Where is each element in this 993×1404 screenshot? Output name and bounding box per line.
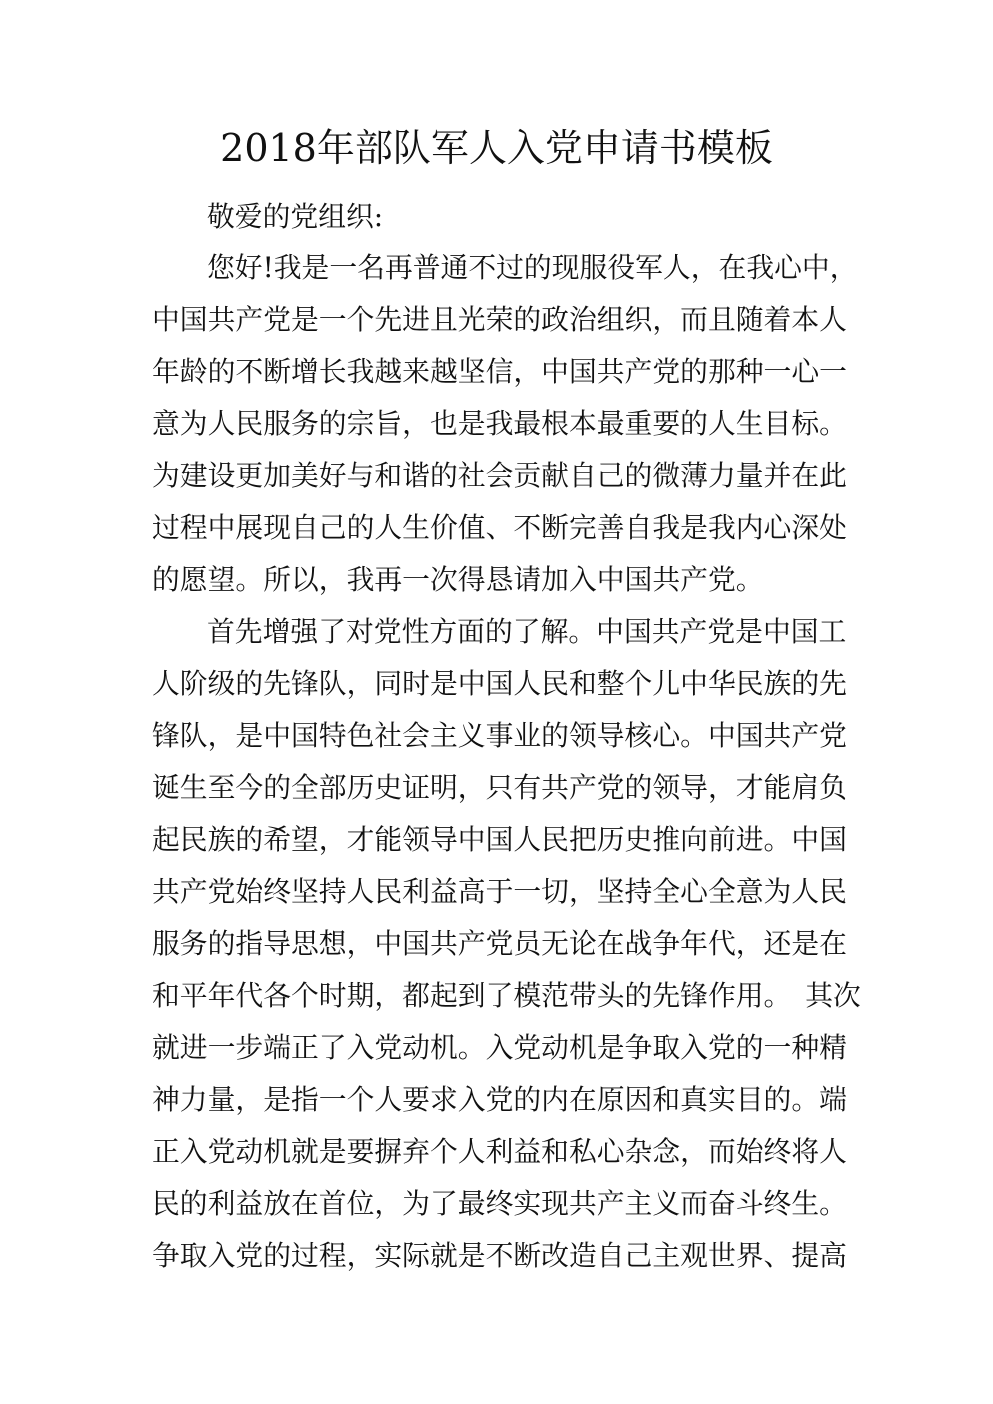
body-line: 诞生至今的全部历史证明，只有共产党的领导，才能肩负 <box>152 771 847 804</box>
salutation: 敬爱的党组织: <box>207 200 384 233</box>
body-line: 起民族的希望，才能领导中国人民把历史推向前进。中国 <box>152 823 847 856</box>
body-line: 民的利益放在首位，为了最终实现共产主义而奋斗终生。 <box>152 1187 847 1220</box>
body-line: 的愿望。所以，我再一次得恳请加入中国共产党。 <box>152 563 764 596</box>
body-line: 争取入党的过程，实际就是不断改造自己主观世界、提高 <box>152 1239 847 1272</box>
body-line: 就进一步端正了入党动机。入党动机是争取入党的一种精 <box>152 1031 847 1064</box>
body-line: 中国共产党是一个先进且光荣的政治组织，而且随着本人 <box>152 303 847 336</box>
body-line: 过程中展现自己的人生价值、不断完善自我是我内心深处 <box>152 511 847 544</box>
body-line: 神力量，是指一个人要求入党的内在原因和真实目的。端 <box>152 1083 847 1116</box>
body-line: 您好!我是一名再普通不过的现服役军人，在我心中， <box>207 251 858 284</box>
document-title: 2018年部队军人入党申请书模板 <box>220 126 773 170</box>
body-line: 年龄的不断增长我越来越坚信，中国共产党的那种一心一 <box>152 355 847 388</box>
body-line: 锋队，是中国特色社会主义事业的领导核心。中国共产党 <box>152 719 847 752</box>
body-line: 服务的指导思想，中国共产党员无论在战争年代，还是在 <box>152 927 847 960</box>
body-line: 人阶级的先锋队，同时是中国人民和整个儿中华民族的先 <box>152 667 847 700</box>
body-line: 首先增强了对党性方面的了解。中国共产党是中国工 <box>207 615 847 648</box>
body-line: 为建设更加美好与和谐的社会贡献自己的微薄力量并在此 <box>152 459 847 492</box>
body-line: 和平年代各个时期，都起到了模范带头的先锋作用。 其次 <box>152 979 861 1012</box>
body-line: 共产党始终坚持人民利益高于一切，坚持全心全意为人民 <box>152 875 847 908</box>
body-line: 正入党动机就是要摒弃个人利益和私心杂念，而始终将人 <box>152 1135 847 1168</box>
body-line: 意为人民服务的宗旨，也是我最根本最重要的人生目标。 <box>152 407 847 440</box>
